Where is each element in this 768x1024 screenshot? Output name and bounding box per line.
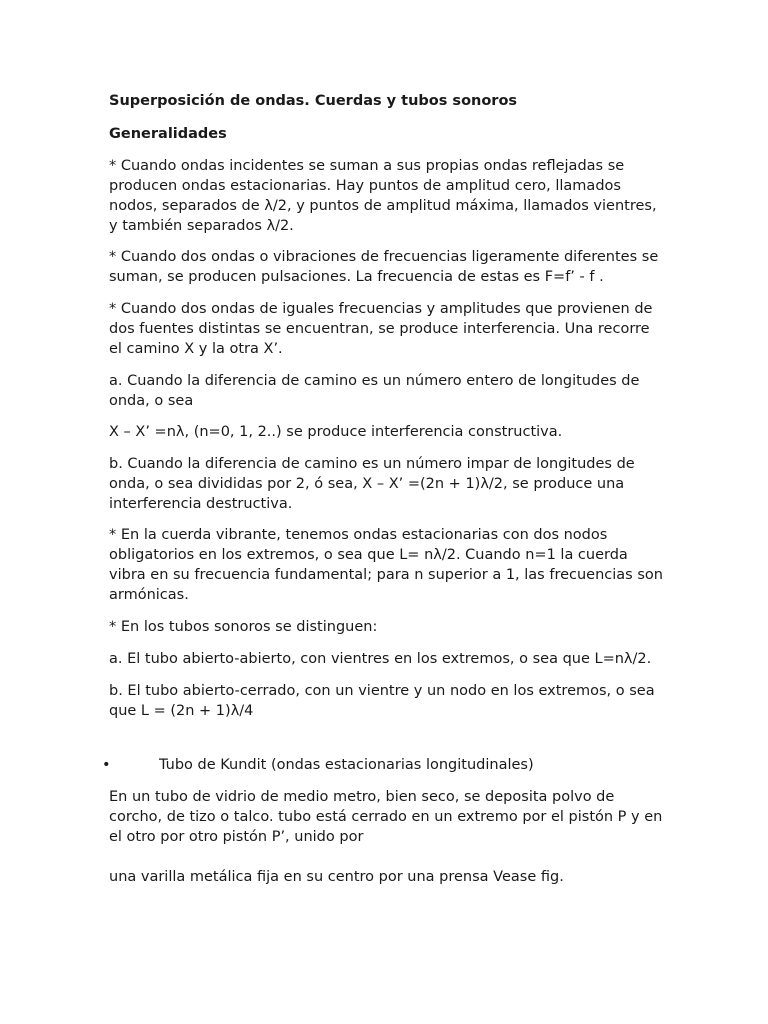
bullet-item-text: Tubo de Kundit (ondas estacionarias longitudinales) bbox=[159, 757, 534, 773]
paragraph-kundt-tube: En un tubo de vidrio de medio metro, bien seco, se deposita polvo de corcho, de tizo o talco. tubo está cerrado en un extremo por el pistón P y en el otro por otro pistón P’, unido por bbox=[109, 789, 663, 845]
paragraph-case-a: a. Cuando la diferencia de camino es un número entero de longitudes de onda, o sea bbox=[109, 373, 640, 409]
paragraph-open-open: a. El tubo abierto-abierto, con vientres en los extremos, o sea que L=nλ/2. bbox=[109, 651, 652, 667]
document-title: Superposición de ondas. Cuerdas y tubos sonoros bbox=[109, 93, 518, 109]
paragraph-open-closed: b. El tubo abierto-cerrado, con un vientre y un nodo en los extremos, o sea que L = (2n + 1)λ/4 bbox=[109, 683, 655, 719]
paragraph-vibrating-string: * En la cuerda vibrante, tenemos ondas estacionarias con dos nodos obligatorios en los extremos, o sea que L= nλ/2. Cuando n=1 la cuerda vibra en su frecuencia fundamental; para n superior a 1, las frecuencias son armónicas. bbox=[109, 527, 663, 603]
document-body bbox=[102, 91, 664, 899]
paragraph-sound-tubes: * En los tubos sonoros se distinguen: bbox=[109, 619, 378, 635]
paragraph-case-b: b. Cuando la diferencia de camino es un número impar de longitudes de onda, o sea divididas por 2, ó sea, X – X’ =(2n + 1)λ/2, se produce una interferencia destructiva. bbox=[109, 456, 635, 512]
spacer bbox=[109, 721, 664, 755]
bullet-icon: • bbox=[102, 757, 111, 773]
paragraph-constructive: X – X’ =nλ, (n=0, 1, 2..) se produce interferencia constructiva. bbox=[109, 424, 563, 440]
paragraph-kundt-rod: una varilla metálica fija en su centro por una prensa Vease fig. bbox=[109, 869, 564, 885]
paragraph-interference: * Cuando dos ondas de iguales frecuencias y amplitudes que provienen de dos fuentes distintas se encuentran, se produce interferencia. Una recorre el camino X y la otra X’. bbox=[109, 301, 653, 357]
list-item bbox=[52, 755, 664, 775]
paragraph-beats: * Cuando dos ondas o vibraciones de frecuencias ligeramente diferentes se suman, se producen pulsaciones. La frecuencia de estas es F=f’ - f . bbox=[109, 249, 659, 285]
section-heading: Generalidades bbox=[109, 126, 227, 142]
paragraph-standing-waves: * Cuando ondas incidentes se suman a sus propias ondas reflejadas se producen ondas estacionarias. Hay puntos de amplitud cero, llamados nodos, separados de λ/2, y puntos de amplitud máxima, llamados vientres, y también separados λ/2. bbox=[109, 158, 657, 234]
